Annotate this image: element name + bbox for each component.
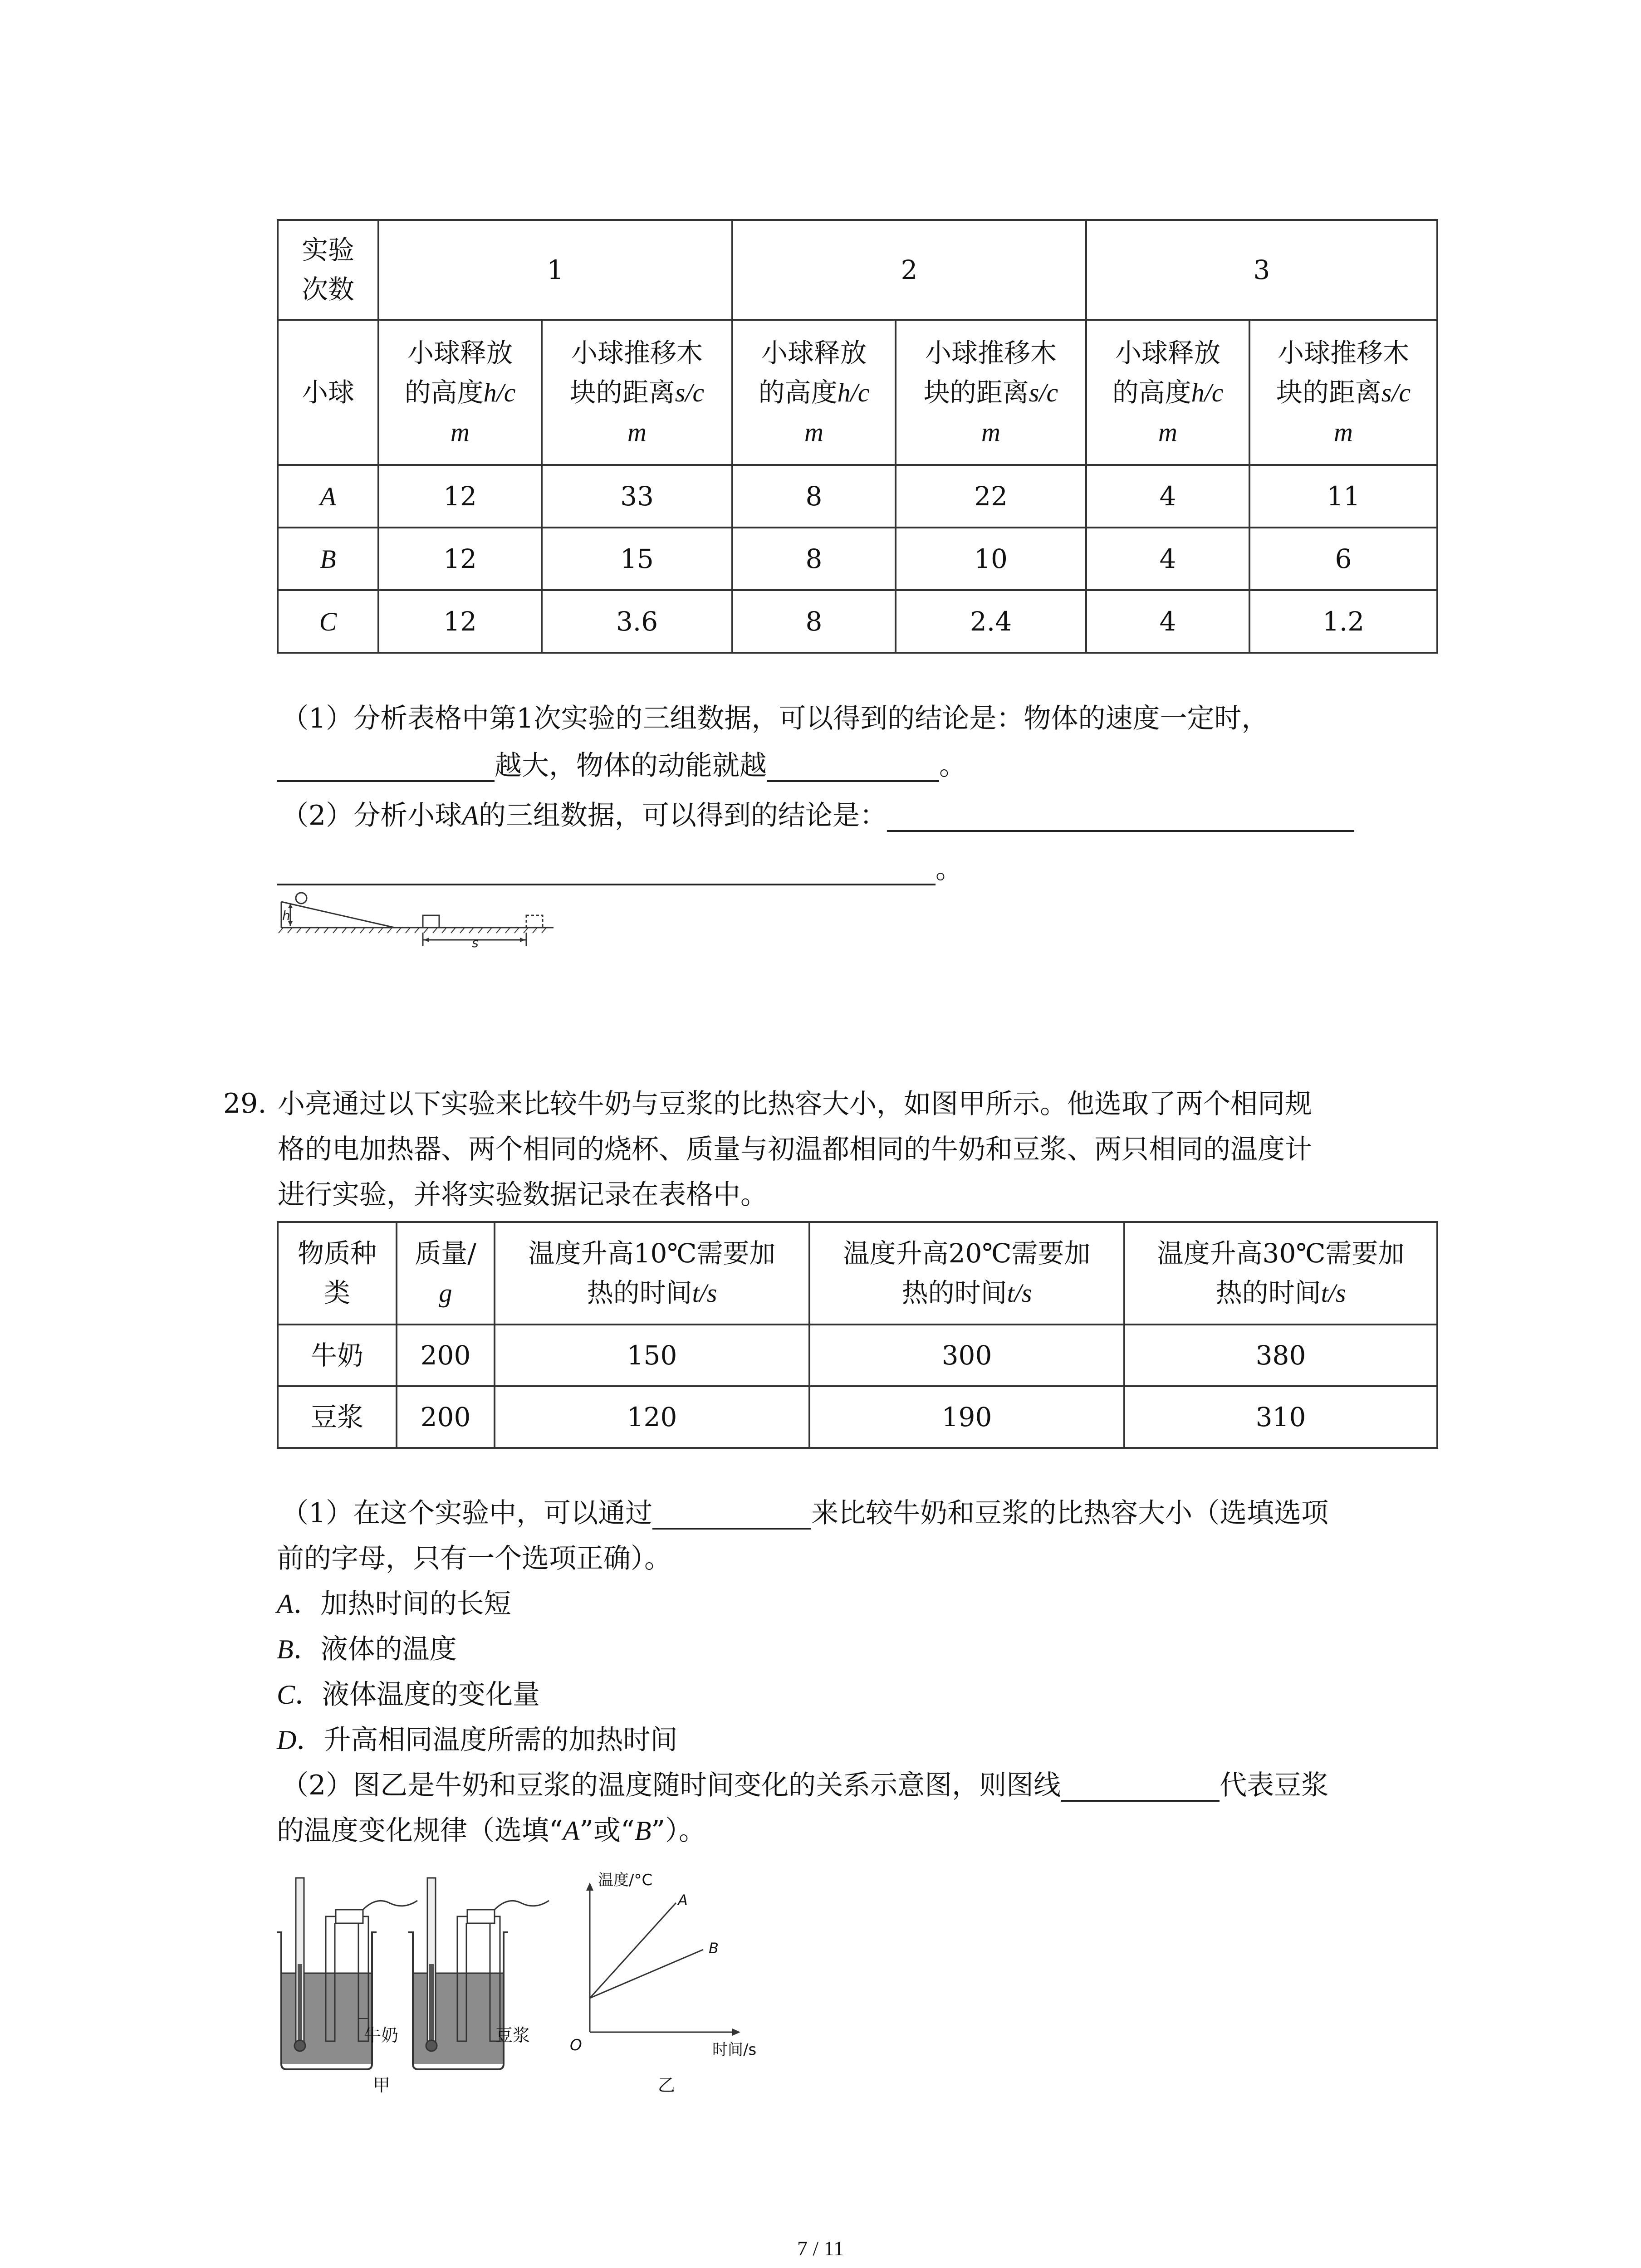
table-row — [278, 1386, 1437, 1448]
ball-icon — [296, 893, 307, 904]
block-moved-icon — [526, 915, 543, 928]
q28-part2-line2: 。 — [277, 853, 963, 885]
figure-caption-yi: 乙 — [658, 2075, 676, 2095]
subheader-distance: 小球推移木 块的距离s/c m — [896, 320, 1086, 465]
table-cell: 120 — [495, 1386, 809, 1448]
ball-label: B — [278, 528, 378, 590]
q29-part1-line2: 前的字母，只有一个选项正确）。 — [277, 1543, 671, 1574]
y-axis-label: 温度/°C — [598, 1871, 653, 1889]
heat-capacity-table — [277, 1221, 1438, 1449]
option-a: A．加热时间的长短 — [277, 1588, 511, 1620]
table-cell: 33 — [542, 465, 732, 528]
table-cell: 8 — [732, 528, 896, 590]
answer-blank[interactable] — [887, 803, 1354, 832]
header-time-20: 温度升高20℃需要加 热的时间t/s — [809, 1222, 1124, 1325]
table-cell: 1.2 — [1249, 590, 1437, 653]
table-cell: 200 — [397, 1325, 495, 1386]
x-axis-label: 时间/s — [712, 2041, 757, 2059]
figure-caption-jia: 甲 — [373, 2075, 391, 2095]
table-cell: 4 — [1086, 590, 1249, 653]
line-b — [590, 1950, 703, 1998]
subheader-height: 小球释放 的高度h/c m — [732, 320, 896, 465]
block-icon — [423, 915, 439, 928]
answer-blank[interactable] — [277, 753, 495, 782]
header-time-10: 温度升高10℃需要加 热的时间t/s — [495, 1222, 809, 1325]
table-row — [278, 1325, 1437, 1386]
answer-blank[interactable] — [652, 1501, 811, 1530]
q29-part2-line1: （2）图乙是牛奶和豆浆的温度随时间变化的关系示意图，则图线 代表豆浆 — [281, 1769, 1329, 1801]
question-number: 29. — [223, 1088, 267, 1119]
temperature-time-graph — [563, 1869, 789, 2096]
q28-part1-line1: （1）分析表格中第1次实验的三组数据，可以得到的结论是：物体的速度一定时， — [281, 703, 1269, 734]
table-cell: 3.6 — [542, 590, 732, 653]
table-cell: 4 — [1086, 465, 1249, 528]
table-cell: 6 — [1249, 528, 1437, 590]
table-row — [278, 465, 1437, 528]
table-cell: 15 — [542, 528, 732, 590]
table-cell: 310 — [1124, 1386, 1437, 1448]
ramp-diagram — [272, 880, 563, 953]
header-mass: 质量/ g — [397, 1222, 495, 1325]
table-cell: 8 — [732, 465, 896, 528]
q28-part1-line2: 越大，物体的动能就越 。 — [277, 749, 966, 782]
table-cell: 11 — [1249, 465, 1437, 528]
run-3-header: 3 — [1086, 220, 1437, 320]
q28-part2-line1: （2）分析小球A的三组数据，可以得到的结论是： — [281, 799, 1354, 832]
option-d: D．升高相同温度所需的加热时间 — [277, 1724, 678, 1756]
table-cell: 2.4 — [896, 590, 1086, 653]
table-cell: 300 — [809, 1325, 1124, 1386]
subheader-height: 小球释放 的高度h/c m — [1086, 320, 1249, 465]
table-cell: 190 — [809, 1386, 1124, 1448]
table-cell: 200 — [397, 1386, 495, 1448]
table-cell: 150 — [495, 1325, 809, 1386]
ball-label: C — [278, 590, 378, 653]
q29-part1-line1: （1）在这个实验中，可以通过 来比较牛奶和豆浆的比热容大小（选填选项 — [281, 1497, 1329, 1529]
kinetic-energy-table — [277, 219, 1438, 654]
option-b: B．液体的温度 — [277, 1633, 457, 1665]
table-row — [278, 590, 1437, 653]
table-row — [278, 528, 1437, 590]
col-header-runs: 实验 次数 — [278, 220, 378, 320]
answer-blank[interactable] — [767, 753, 939, 782]
header-time-30: 温度升高30℃需要加 热的时间t/s — [1124, 1222, 1437, 1325]
ball-label: A — [278, 465, 378, 528]
line-a — [590, 1903, 676, 1998]
q29-intro-line3: 进行实验，并将实验数据记录在表格中。 — [278, 1179, 768, 1211]
ramp-label-h: h — [282, 908, 290, 923]
origin-label: O — [570, 2036, 582, 2054]
answer-blank[interactable] — [1061, 1773, 1220, 1802]
table-cell: 12 — [378, 590, 542, 653]
subheader-height: 小球释放 的高度h/c m — [378, 320, 542, 465]
substance-name: 豆浆 — [278, 1386, 397, 1448]
ramp-label-s: s — [472, 935, 479, 950]
header-substance: 物质种 类 — [278, 1222, 397, 1325]
label-soymilk: 豆浆 — [495, 2025, 530, 2045]
substance-name: 牛奶 — [278, 1325, 397, 1386]
heater-icon — [467, 1910, 495, 1923]
table-cell: 12 — [378, 465, 542, 528]
heater-icon — [336, 1910, 363, 1923]
table-cell: 4 — [1086, 528, 1249, 590]
table-cell: 8 — [732, 590, 896, 653]
table-cell: 380 — [1124, 1325, 1437, 1386]
table-cell: 10 — [896, 528, 1086, 590]
run-1-header: 1 — [378, 220, 732, 320]
line-b-label: B — [709, 1940, 719, 1957]
label-milk: 牛奶 — [364, 2025, 399, 2045]
line-a-label: A — [678, 1892, 688, 1909]
q29-intro-line2: 格的电加热器、两个相同的烧杯、质量与初温都相同的牛奶和豆浆、两只相同的温度计 — [278, 1134, 1312, 1165]
page-number: 7 / 11 — [797, 2237, 844, 2260]
subheader-distance: 小球推移木 块的距离s/c m — [1249, 320, 1437, 465]
beaker-apparatus-figure — [268, 1860, 558, 2096]
q29-intro-line1: 小亮通过以下实验来比较牛奶与豆浆的比热容大小，如图甲所示。他选取了两个相同规 — [278, 1088, 1312, 1120]
row-header-ball: 小球 — [278, 320, 378, 465]
table-cell: 22 — [896, 465, 1086, 528]
run-2-header: 2 — [732, 220, 1086, 320]
subheader-distance: 小球推移木 块的距离s/c m — [542, 320, 732, 465]
q29-part2-line2: 的温度变化规律（选填“A”或“B”）。 — [277, 1815, 706, 1847]
table-cell: 12 — [378, 528, 542, 590]
option-c: C．液体温度的变化量 — [277, 1679, 540, 1711]
